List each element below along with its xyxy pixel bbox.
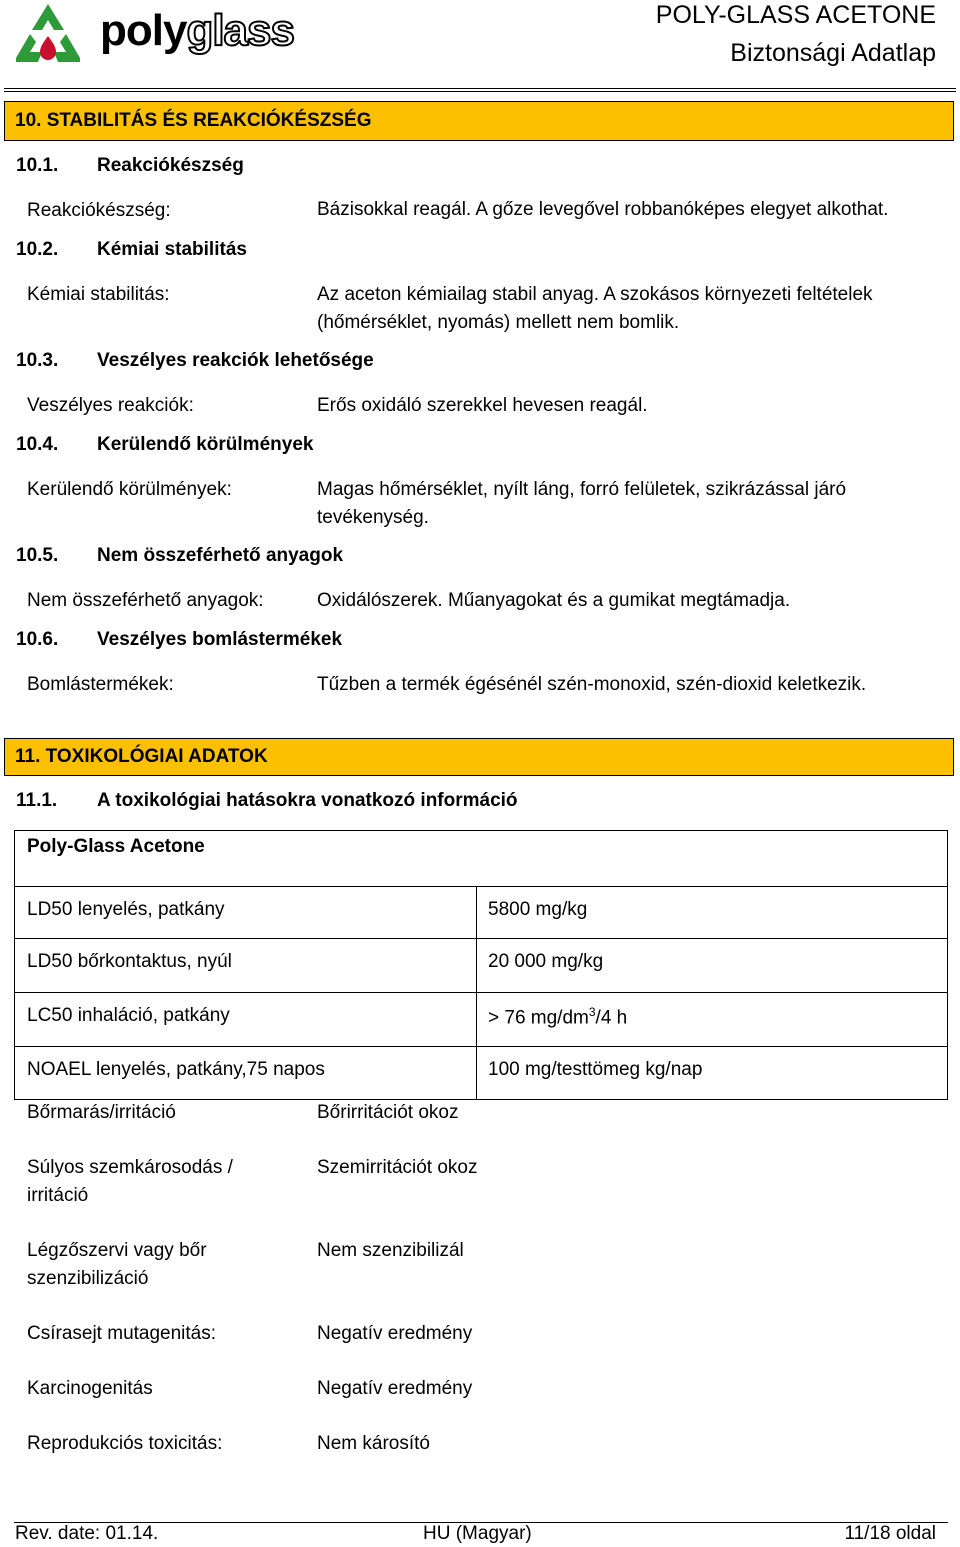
company-logo [8,0,308,66]
table-divider [476,993,477,1046]
subsection-title: Veszélyes bomlástermékek [97,629,343,650]
table-row [14,993,948,1047]
field-value: Oxidálószerek. Műanyagokat és a gumikat megtámadja. [317,590,791,611]
document-language: HU (Magyar) [423,1523,532,1544]
effect-label: Reprodukciós toxicitás: [27,1433,223,1454]
effect-label-line: szenzibilizáció [27,1268,149,1289]
effect-label [27,1237,287,1293]
field-label: Veszélyes reakciók: [27,395,194,416]
field-label: Bomlástermékek: [27,674,174,695]
value-part: /4 h [595,1007,628,1029]
table-divider [476,939,477,992]
effect-value: Negatív eredmény [317,1378,473,1399]
effect-value: Negatív eredmény [317,1323,473,1344]
effect-label-line: Súlyos szemkárosodás / [27,1157,233,1178]
section-10-heading: 10. STABILITÁS ÉS REAKCIÓKÉSZSÉG [4,101,954,141]
field-value [317,281,937,337]
field-label: Kémiai stabilitás: [27,284,170,305]
field-value: Tűzben a termék égésénél szén-monoxid, szén-dioxid keletkezik. [317,674,867,695]
table-cell-value: 100 mg/testtömeg kg/nap [488,1059,703,1080]
effect-value: Bőrirritációt okoz [317,1102,459,1123]
table-row [14,887,948,939]
field-value-line: Az aceton kémiailag stabil anyag. A szokásos környezeti feltételek [317,284,873,305]
table-row [14,939,948,993]
effect-value: Nem károsító [317,1433,430,1454]
subsection-number: 10.1. [16,155,59,176]
field-value [317,476,937,532]
subsection-number: 10.6. [16,629,59,650]
field-value: Bázisokkal reagál. A gőze levegővel robbanóképes elegyet alkothat. [317,199,889,220]
subsection-number: 10.4. [16,434,59,455]
effect-label: Karcinogenitás [27,1378,153,1399]
field-label: Nem összeférhető anyagok: [27,590,264,611]
value-superscript: 3 [588,1005,596,1019]
value-part: > 76 mg/dm [488,1007,589,1029]
effect-label [27,1154,287,1210]
table-row [14,1047,948,1100]
subsection-number: 10.2. [16,239,59,260]
field-label: Kerülendő körülmények: [27,479,232,500]
subsection-title: Veszélyes reakciók lehetősége [97,350,374,371]
field-value: Erős oxidáló szerekkel hevesen reagál. [317,395,648,416]
table-divider [476,1047,477,1099]
revision-date: Rev. date: 01.14. [15,1523,159,1544]
subsection-number: 10.3. [16,350,59,371]
table-cell-label: LD50 bőrkontaktus, nyúl [27,951,232,972]
field-value-line: tevékenység. [317,507,429,528]
table-cell-label: LD50 lenyelés, patkány [27,899,225,920]
page-number: 11/18 oldal [844,1523,936,1544]
subsection-title: Nem összeférhető anyagok [97,545,344,566]
header-divider-2 [4,91,956,92]
subsection-title: Reakciókészség [97,155,244,176]
document-type: Biztonsági Adatlap [730,39,936,67]
effect-value: Nem szenzibilizál [317,1240,464,1261]
subsection-number: 11.1. [16,790,58,811]
table-cell-value [488,1005,627,1029]
header-divider [4,88,956,89]
table-cell-label: LC50 inhaláció, patkány [27,1005,230,1026]
section-11-heading: 11. TOXIKOLÓGIAI ADATOK [4,738,954,776]
tox-table-title: Poly-Glass Acetone [27,836,205,857]
product-name: POLY-GLASS ACETONE [655,1,936,29]
subsection-number: 10.5. [16,545,59,566]
logo-wordmark: polyglass [100,6,294,55]
effect-value: Szemirritációt okoz [317,1157,478,1178]
field-value-line: Magas hőmérséklet, nyílt láng, forró felületek, szikrázással járó [317,479,847,500]
recycle-icon [8,0,88,66]
effect-label: Bőrmarás/irritáció [27,1102,176,1123]
table-cell-value: 5800 mg/kg [488,899,588,920]
table-divider [476,887,477,938]
field-label: Reakciókészség: [27,200,171,221]
subsection-title: Kémiai stabilitás [97,239,247,260]
tox-table-header [14,830,948,887]
effect-label-line: irritáció [27,1185,89,1206]
table-cell-label: NOAEL lenyelés, patkány,75 napos [27,1059,325,1080]
effect-label: Csírasejt mutagenitás: [27,1323,217,1344]
effect-label-line: Légzőszervi vagy bőr [27,1240,207,1261]
subsection-title: Kerülendő körülmények [97,434,314,455]
subsection-title: A toxikológiai hatásokra vonatkozó információ [97,790,518,811]
field-value-line: (hőmérséklet, nyomás) mellett nem bomlik. [317,312,680,333]
table-cell-value: 20 000 mg/kg [488,951,604,972]
